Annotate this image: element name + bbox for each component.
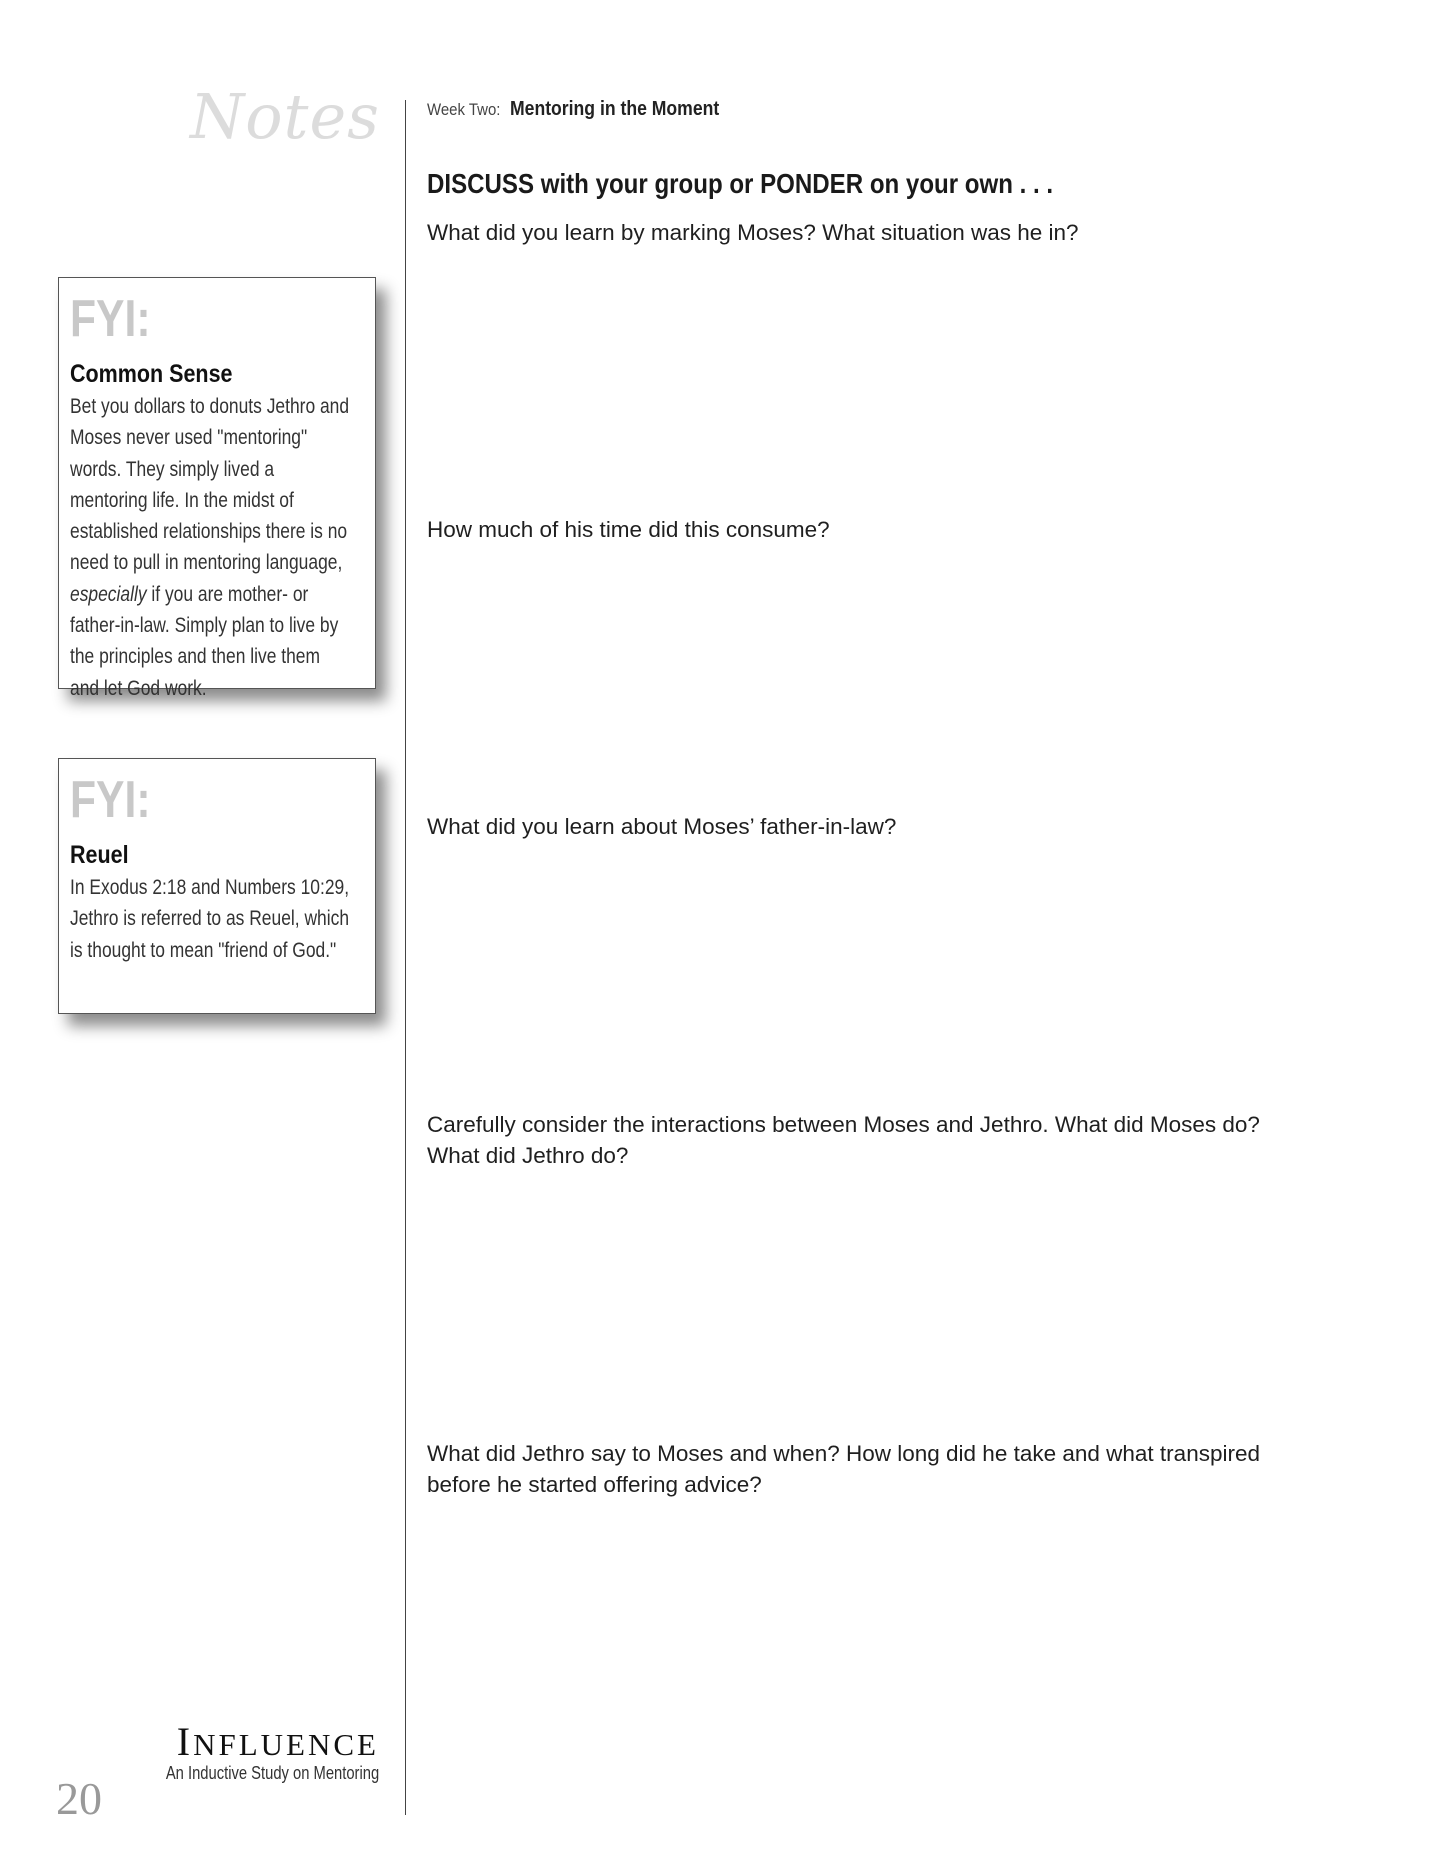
fyi-heading: Reuel [70,841,129,869]
notes-title: Notes [189,80,380,153]
fyi-heading: Common Sense [70,360,233,388]
fyi-box-reuel [58,758,376,1014]
column-divider [405,100,406,1815]
question-4: Carefully consider the interactions between Moses and Jethro. What did Moses do? What did Jethro do? [427,1112,1260,1168]
fyi-label: FYI: [70,771,151,829]
lesson-title: Mentoring in the Moment [510,98,720,120]
fyi-body: In Exodus 2:18 and Numbers 10:29, Jethro is referred to as Reuel, which is thought to mean "friend of God." [70,876,350,962]
book-subtitle: An Inductive Study on Mentoring [165,1763,379,1783]
week-label: Week Two: [427,100,501,119]
question-2: How much of his time did this consume? [427,517,830,542]
fyi-body: Bet you dollars to donuts Jethro and Moses never used "mentoring" words. They simply lived a mentoring life. In the midst of established relationships there is no need to pull in mentoring language, especially if you are mother- or father-in-law. Simply plan to live by the principles and then live them and let God work. [70,395,350,700]
page-number: 20 [56,1773,102,1824]
question-5: What did Jethro say to Moses and when? How long did he take and what transpired before he started offering advice? [427,1441,1260,1497]
question-1: What did you learn by marking Moses? What situation was he in? [427,220,1079,245]
question-3: What did you learn about Moses’ father-in-law? [427,814,897,839]
fyi-label: FYI: [70,290,151,348]
running-header [427,98,748,121]
fyi-box-common-sense [58,277,376,700]
book-title: INFLUENCE [176,1719,379,1764]
discuss-heading: DISCUSS with your group or PONDER on your own . . . [427,168,1054,199]
